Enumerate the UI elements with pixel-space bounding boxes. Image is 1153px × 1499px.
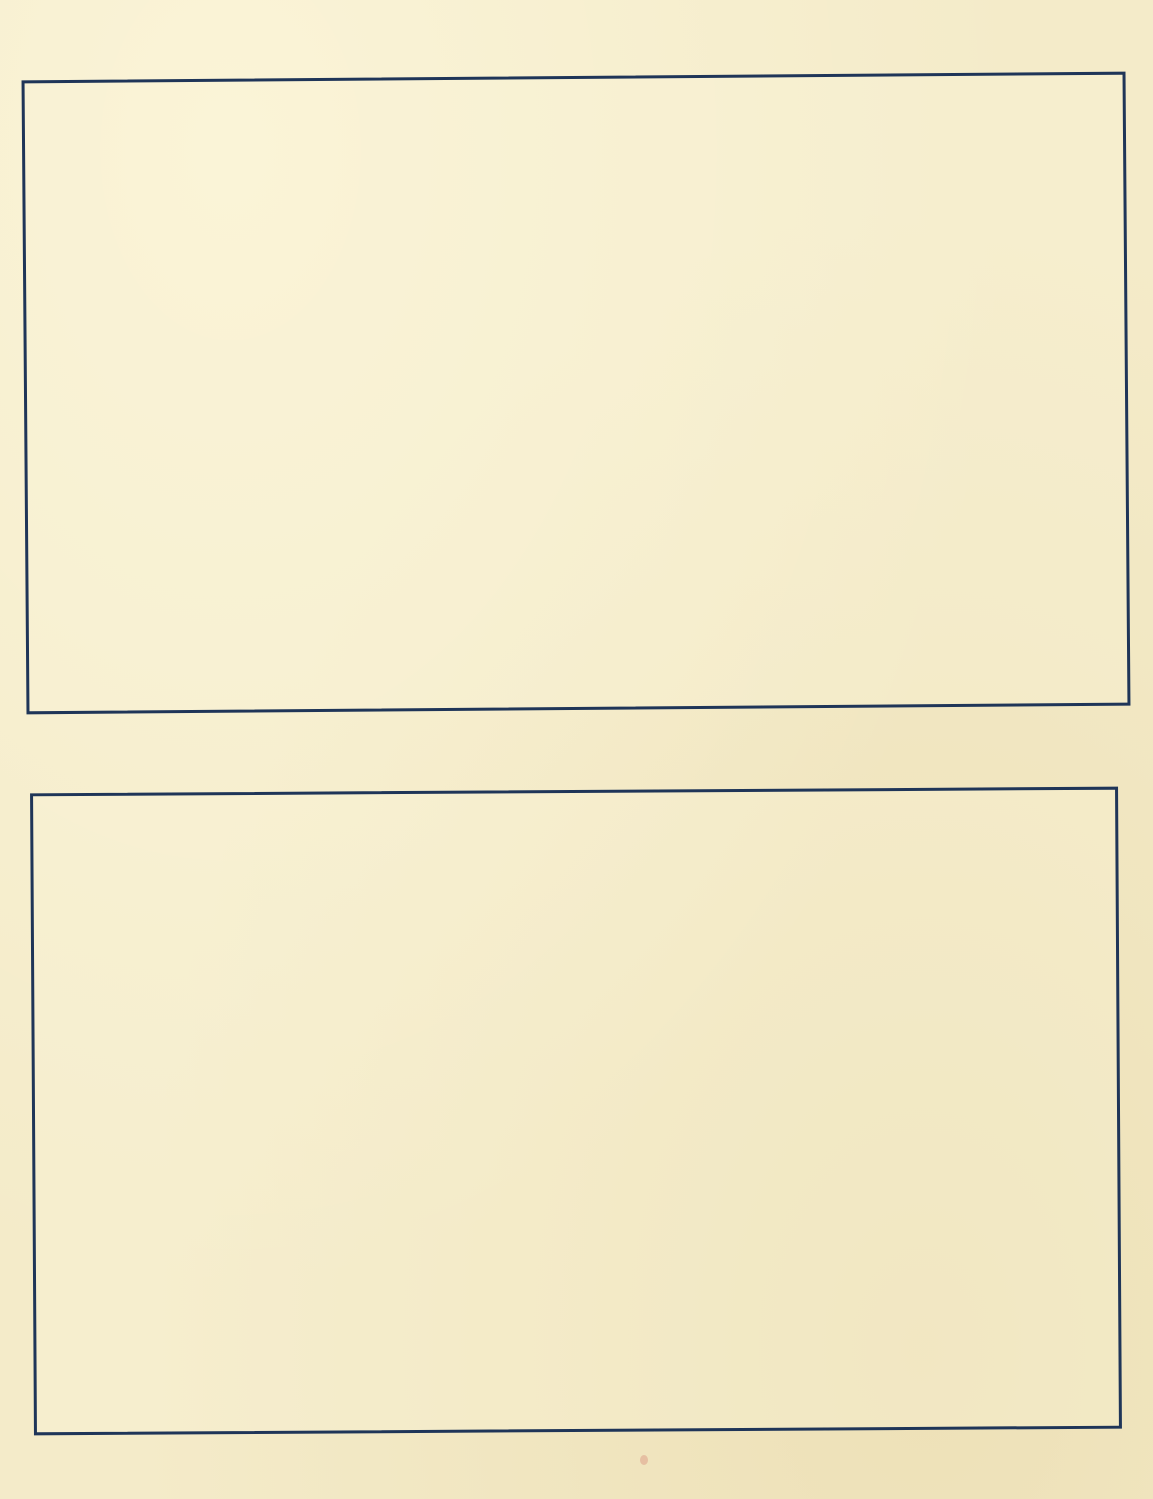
ink-stain xyxy=(640,1455,648,1465)
calendar-second-half xyxy=(30,787,1122,1436)
calendar-first-half xyxy=(22,72,1131,715)
